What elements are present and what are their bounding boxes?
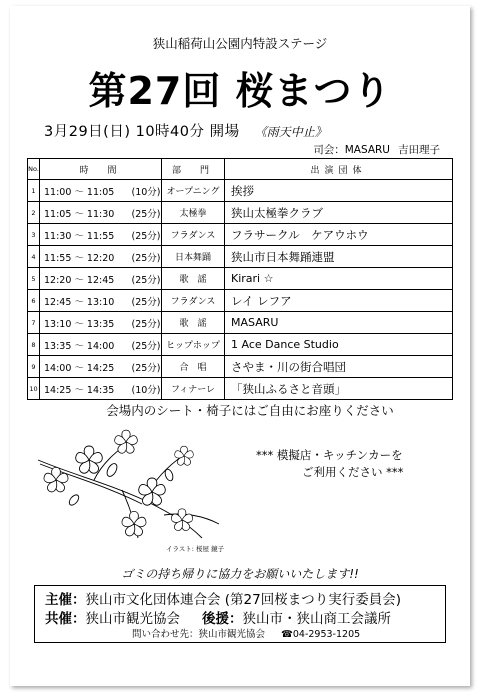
row-no: 9 xyxy=(28,356,40,378)
support-name: 狭山市・狭山商工会議所 xyxy=(242,611,391,627)
row-performer: 狭山市日本舞踊連盟 xyxy=(225,246,453,268)
row-duration: (25分) xyxy=(131,246,162,268)
host-name: 狭山市文化団体連合会 (第27回桜まつり実行委員会) xyxy=(85,592,402,608)
row-duration: (25分) xyxy=(131,202,162,224)
row-category: フィナーレ xyxy=(162,378,225,400)
row-category: 太極拳 xyxy=(162,202,225,224)
table-row xyxy=(28,180,453,202)
row-time: 14:25 ～ 14:35 xyxy=(40,378,132,400)
header-category: 部 門 xyxy=(162,159,225,180)
event-title: 第27回 桜まつり xyxy=(88,69,392,113)
row-category: ヒップホップ xyxy=(162,334,225,356)
row-performer: MASARU xyxy=(225,312,453,334)
row-time: 14:00 ～ 14:25 xyxy=(40,356,132,378)
row-time: 13:35 ～ 14:00 xyxy=(40,334,132,356)
row-category: フラダンス xyxy=(162,290,225,312)
row-duration: (25分) xyxy=(131,290,162,312)
cohost-name: 狭山市観光協会 xyxy=(85,611,180,627)
header-performer: 出演団体 xyxy=(225,159,453,180)
row-performer: 1 Ace Dance Studio xyxy=(225,334,453,356)
schedule-header-row xyxy=(28,159,453,180)
row-duration: (25分) xyxy=(131,334,162,356)
row-no: 2 xyxy=(28,202,40,224)
row-time: 11:00 ～ 11:05 xyxy=(40,180,132,202)
row-no: 7 xyxy=(28,312,40,334)
table-row xyxy=(28,246,453,268)
illustration-credit: イラスト: 桜屋 鏡子 xyxy=(166,545,225,553)
cherry-blossom-illustration xyxy=(34,420,224,550)
row-duration: (25分) xyxy=(131,224,162,246)
row-performer: 「狭山ふるさと音頭」 xyxy=(225,378,453,400)
rain-note: 《雨天中止》 xyxy=(254,125,327,139)
booth-notice-line2: ご利用ください *** xyxy=(302,465,404,479)
row-duration: (10分) xyxy=(131,180,162,202)
row-performer: フラサークル ケアウホウ xyxy=(225,224,453,246)
row-no: 1 xyxy=(28,180,40,202)
row-category: 歌 謡 xyxy=(162,268,225,290)
contact-label: 問い合わせ先： xyxy=(132,629,199,640)
row-time: 11:55 ～ 12:20 xyxy=(40,246,132,268)
cohost-label: 共催： xyxy=(45,611,86,627)
garbage-notice: ゴミの持ち帰りに協力をお願いいたします!! xyxy=(121,567,359,581)
row-performer: 狭山太極拳クラブ xyxy=(225,202,453,224)
host-label: 主催： xyxy=(45,592,86,608)
row-duration: (25分) xyxy=(131,268,162,290)
table-row xyxy=(28,268,453,290)
row-time: 13:10 ～ 13:35 xyxy=(40,312,132,334)
row-performer: Kirari ☆ xyxy=(225,268,453,290)
contact-phone: ☎04-2953-1205 xyxy=(281,629,361,640)
row-time: 12:45 ～ 13:10 xyxy=(40,290,132,312)
header-no: No. xyxy=(28,159,40,180)
table-row xyxy=(28,356,453,378)
mc-name: 吉田理子 xyxy=(398,144,440,156)
row-performer: さやま・川の街合唱団 xyxy=(225,356,453,378)
table-row xyxy=(28,312,453,334)
table-row xyxy=(28,202,453,224)
row-no: 4 xyxy=(28,246,40,268)
row-time: 11:05 ～ 11:30 xyxy=(40,202,132,224)
contact-info xyxy=(132,626,360,640)
mc-credit xyxy=(313,142,440,157)
booth-notice-line1: *** 模擬店・キッチンカーを xyxy=(256,448,403,462)
seating-notice: 会場内のシート・椅子にはご自由にお座りください xyxy=(106,403,394,418)
row-duration: (25分) xyxy=(131,356,162,378)
mc-label: 司会：MASARU xyxy=(313,144,390,156)
schedule-table xyxy=(27,158,453,400)
table-row xyxy=(28,290,453,312)
table-row xyxy=(28,334,453,356)
host-line xyxy=(45,591,401,610)
row-no: 6 xyxy=(28,290,40,312)
row-category: 合 唱 xyxy=(162,356,225,378)
row-no: 3 xyxy=(28,224,40,246)
table-row xyxy=(28,378,453,400)
datetime-text: 3月29日(日) 10時40分 開場 xyxy=(44,124,240,140)
row-time: 11:30 ～ 11:55 xyxy=(40,224,132,246)
row-category: 歌 謡 xyxy=(162,312,225,334)
row-performer: 挨拶 xyxy=(225,180,453,202)
support-label: 後援： xyxy=(202,611,243,627)
contact-org: 狭山市観光協会 xyxy=(198,629,266,640)
table-row xyxy=(28,224,453,246)
header-time: 時 間 xyxy=(40,159,162,180)
event-datetime xyxy=(44,120,327,141)
row-no: 5 xyxy=(28,268,40,290)
venue-subtitle: 狭山稲荷山公園内特設ステージ xyxy=(152,36,328,51)
row-category: オープニング xyxy=(162,180,225,202)
row-no: 10 xyxy=(28,378,40,400)
row-duration: (10分) xyxy=(131,378,162,400)
row-duration: (25分) xyxy=(131,312,162,334)
row-category: フラダンス xyxy=(162,224,225,246)
row-category: 日本舞踊 xyxy=(162,246,225,268)
row-time: 12:20 ～ 12:45 xyxy=(40,268,132,290)
row-no: 8 xyxy=(28,334,40,356)
row-performer: レイ レフア xyxy=(225,290,453,312)
